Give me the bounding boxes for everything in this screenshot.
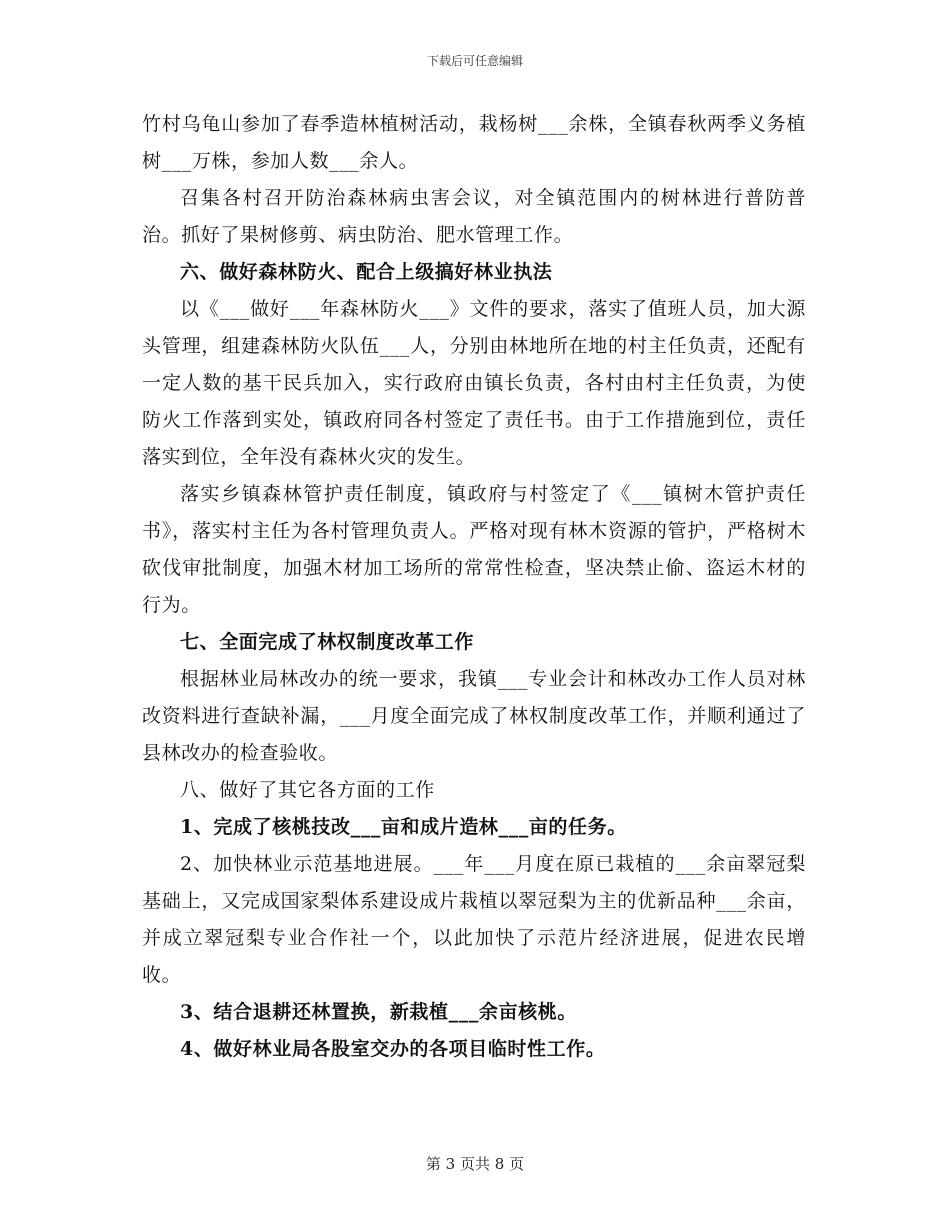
- paragraph-3: 六、做好森林防火、配合上级搞好林业执法: [180, 261, 553, 283]
- paragraph-8: 八、做好了其它各方面的工作: [180, 779, 435, 801]
- paragraph-2: 召集各村召开防治森林病虫害会议，对全镇范围内的树林进行普防普治。抓好了果树修剪、病虫防治、肥水管理工作。: [142, 187, 806, 246]
- paragraph-12: 4、做好林业局各股室交办的各项目临时性工作。: [180, 1038, 606, 1060]
- paragraph-9: 1、完成了核桃技改___亩和成片造林___亩的任务。: [180, 816, 627, 838]
- paragraph-7: 根据林业局林改办的统一要求，我镇___专业会计和林改办工作人员对林改资料进行查缺补漏，___月度全面完成了林权制度改革工作，并顺利通过了县林改办的检查验收。: [142, 668, 806, 764]
- document-body: [142, 106, 806, 1068]
- page-header: 下载后可任意编辑: [426, 54, 523, 68]
- paragraph-5: 落实乡镇森林管护责任制度，镇政府与村签定了《___镇树木管护责任书》，落实村主任为各村管理负责人。严格对现有林木资源的管护，严格树木砍伐审批制度，加强木材加工场所的常常性检查，坚决禁止偷、盗运木材的行为。: [142, 483, 806, 616]
- paragraph-11: 3、结合退耕还林置换，新栽植___余亩核桃。: [180, 1001, 577, 1023]
- paragraph-10: 2、加快林业示范基地进展。___年___月度在原已栽植的___余亩翠冠梨基础上，又完成国家梨体系建设成片栽植以翠冠梨为主的优新品种___余亩，并成立翠冠梨专业合作社一个，以此加快了示范片经济进展，促进农民增收。: [142, 853, 806, 986]
- page-footer: 第 3 页共 8 页: [425, 1155, 525, 1173]
- paragraph-1: 竹村乌龟山参加了春季造林植树活动，栽杨树___余株，全镇春秋两季义务植树___万株，参加人数___余人。: [142, 113, 806, 172]
- paragraph-4: 以《___做好___年森林防火___》文件的要求，落实了值班人员，加大源头管理，组建森林防火队伍___人，分别由林地所在地的村主任负责，还配有一定人数的基干民兵加入，实行政府由镇长负责，各村由村主任负责，为使防火工作落到实处，镇政府同各村签定了责任书。由于工作措施到位，责任落实到位，全年没有森林火灾的发生。: [142, 298, 806, 468]
- paragraph-6: 七、全面完成了林权制度改革工作: [180, 631, 475, 653]
